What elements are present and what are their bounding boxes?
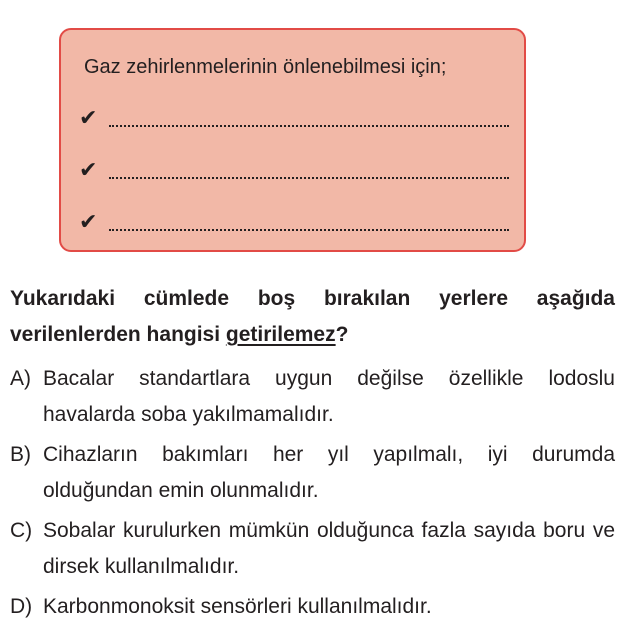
question-text-main: Yukarıdaki cümlede boş bırakılan yerlere aşağıda verilenlerden hangisi <box>10 287 615 346</box>
option-letter: C) <box>10 519 33 542</box>
blank-row-1 <box>79 106 509 132</box>
dotted-blank-line <box>109 229 509 231</box>
option-d[interactable] <box>10 589 615 625</box>
question-mark: ? <box>335 323 349 346</box>
info-box <box>59 28 526 252</box>
option-b[interactable] <box>10 437 615 509</box>
option-text: Bacalar standartlara uygun değilse özellikle lodoslu havalarda soba yakılmamalıdır. <box>43 367 615 426</box>
option-letter: D) <box>10 595 33 618</box>
box-title: Gaz zehirlenmelerinin önlenebilmesi için; <box>84 56 447 78</box>
option-a[interactable] <box>10 361 615 433</box>
blank-row-2 <box>79 158 509 184</box>
blank-row-3 <box>79 210 509 236</box>
dotted-blank-line <box>109 125 509 127</box>
check-icon: ✔ <box>79 158 98 183</box>
option-text: Cihazların bakımları her yıl yapılmalı, iyi durumda olduğundan emin olunmalıdır. <box>43 443 615 502</box>
question-text <box>10 281 615 353</box>
option-c[interactable] <box>10 513 615 585</box>
question-underlined-word: getirilemez <box>225 323 336 346</box>
option-text: Sobalar kurulurken mümkün olduğunca fazla sayıda boru ve dirsek kullanılmalıdır. <box>43 519 615 578</box>
option-letter: B) <box>10 443 31 466</box>
option-text: Karbonmonoksit sensörleri kullanılmalıdır. <box>43 595 432 618</box>
dotted-blank-line <box>109 177 509 179</box>
option-letter: A) <box>10 367 31 390</box>
check-icon: ✔ <box>79 106 98 131</box>
check-icon: ✔ <box>79 210 98 235</box>
